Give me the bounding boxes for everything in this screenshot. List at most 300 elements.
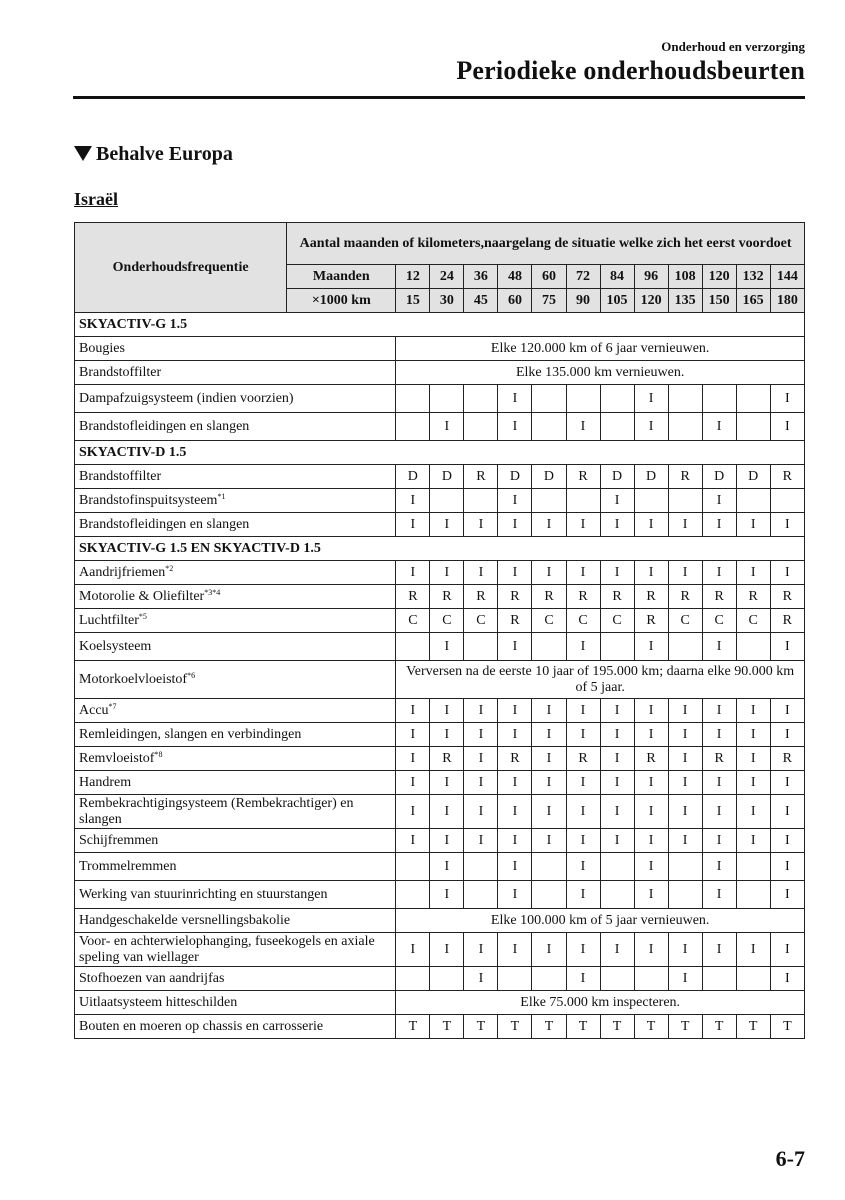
km-header: 120: [634, 289, 668, 313]
schedule-cell: [736, 967, 770, 991]
item-label-cell: [75, 771, 396, 795]
schedule-cell: T: [566, 1015, 600, 1039]
item-label: Schijfremmen: [79, 832, 159, 848]
schedule-cell: I: [566, 723, 600, 747]
item-label-cell: [75, 747, 396, 771]
schedule-cell: I: [634, 513, 668, 537]
item-label-cell: [75, 609, 396, 633]
km-header: 75: [532, 289, 566, 313]
schedule-cell: I: [464, 795, 498, 829]
schedule-cell: [464, 853, 498, 881]
item-label: Remleidingen, slangen en verbindingen: [79, 726, 302, 742]
item-label: Brandstofleidingen en slangen: [79, 516, 250, 532]
schedule-cell: [600, 853, 634, 881]
item-label: Uitlaatsysteem hitteschilden: [79, 994, 238, 1010]
schedule-cell: I: [600, 513, 634, 537]
schedule-cell: I: [396, 561, 430, 585]
schedule-cell: [566, 385, 600, 413]
schedule-cell: R: [634, 609, 668, 633]
schedule-cell: R: [566, 465, 600, 489]
footnote-marker: *6: [187, 670, 196, 680]
schedule-cell: T: [702, 1015, 736, 1039]
schedule-cell: I: [668, 513, 702, 537]
schedule-cell: I: [600, 771, 634, 795]
table-row: [75, 723, 805, 747]
schedule-cell: R: [770, 747, 804, 771]
schedule-cell: R: [770, 585, 804, 609]
item-label-cell: [75, 723, 396, 747]
schedule-cell: D: [396, 465, 430, 489]
schedule-cell: I: [736, 723, 770, 747]
month-header: 12: [396, 265, 430, 289]
schedule-cell: I: [702, 633, 736, 661]
schedule-cell: I: [430, 933, 464, 967]
schedule-cell: I: [736, 771, 770, 795]
schedule-cell: I: [668, 829, 702, 853]
footnote-marker: *1: [217, 491, 226, 501]
schedule-cell: [736, 633, 770, 661]
item-label-cell: [75, 561, 396, 585]
schedule-cell: I: [532, 829, 566, 853]
item-label-cell: [75, 967, 396, 991]
interval-note: Elke 135.000 km vernieuwen.: [396, 361, 805, 385]
table-row: [75, 991, 805, 1015]
schedule-cell: I: [770, 385, 804, 413]
schedule-cell: I: [464, 771, 498, 795]
table-row: [75, 513, 805, 537]
subsection-heading: [74, 143, 233, 166]
region-heading: Israël: [74, 189, 118, 209]
schedule-cell: [600, 633, 634, 661]
interval-note: Verversen na de eerste 10 jaar of 195.000 km; daarna elke 90.000 km of 5 jaar.: [396, 661, 805, 699]
schedule-cell: I: [702, 489, 736, 513]
schedule-cell: I: [702, 933, 736, 967]
schedule-cell: I: [498, 829, 532, 853]
schedule-cell: I: [498, 723, 532, 747]
item-label: Accu: [79, 702, 109, 718]
schedule-cell: [668, 413, 702, 441]
schedule-cell: [396, 413, 430, 441]
month-header: 84: [600, 265, 634, 289]
schedule-cell: I: [668, 795, 702, 829]
month-header: 60: [532, 265, 566, 289]
interval-note: Elke 75.000 km inspecteren.: [396, 991, 805, 1015]
schedule-cell: [736, 881, 770, 909]
schedule-cell: [532, 633, 566, 661]
schedule-cell: I: [702, 413, 736, 441]
item-label: Brandstofleidingen en slangen: [79, 418, 250, 434]
schedule-cell: R: [770, 465, 804, 489]
schedule-cell: R: [430, 747, 464, 771]
schedule-cell: I: [430, 881, 464, 909]
item-label: Motorkoelvloeistof: [79, 671, 188, 687]
item-label: Koelsysteem: [79, 638, 152, 654]
schedule-cell: R: [498, 585, 532, 609]
footnote-marker: *7: [108, 701, 117, 711]
schedule-cell: [702, 967, 736, 991]
schedule-cell: [532, 385, 566, 413]
schedule-cell: I: [566, 933, 600, 967]
schedule-cell: I: [430, 633, 464, 661]
schedule-cell: I: [702, 561, 736, 585]
item-label-cell: [75, 853, 396, 881]
table-section-row: [75, 537, 805, 561]
table-row: [75, 413, 805, 441]
schedule-cell: R: [770, 609, 804, 633]
schedule-cell: R: [634, 747, 668, 771]
schedule-cell: [464, 881, 498, 909]
schedule-cell: I: [634, 881, 668, 909]
header-rule: [73, 96, 805, 99]
schedule-cell: C: [430, 609, 464, 633]
schedule-cell: I: [498, 795, 532, 829]
schedule-cell: [498, 967, 532, 991]
table-row: [75, 361, 805, 385]
km-header: 90: [566, 289, 600, 313]
schedule-cell: [464, 633, 498, 661]
schedule-cell: C: [566, 609, 600, 633]
schedule-cell: I: [532, 933, 566, 967]
schedule-cell: [396, 967, 430, 991]
schedule-cell: I: [634, 933, 668, 967]
km-header: 135: [668, 289, 702, 313]
schedule-cell: I: [702, 829, 736, 853]
schedule-cell: R: [668, 585, 702, 609]
schedule-cell: I: [498, 933, 532, 967]
item-label-cell: [75, 385, 396, 413]
schedule-cell: I: [702, 723, 736, 747]
km-label: ×1000 km: [287, 289, 396, 313]
schedule-cell: I: [702, 513, 736, 537]
schedule-cell: I: [396, 723, 430, 747]
schedule-cell: R: [566, 747, 600, 771]
schedule-cell: I: [464, 723, 498, 747]
schedule-cell: I: [566, 413, 600, 441]
schedule-cell: I: [634, 795, 668, 829]
table-row: [75, 489, 805, 513]
schedule-cell: R: [396, 585, 430, 609]
schedule-cell: I: [396, 513, 430, 537]
interval-note: Elke 120.000 km of 6 jaar vernieuwen.: [396, 337, 805, 361]
item-label: Motorolie & Oliefilter: [79, 588, 205, 604]
schedule-cell: [600, 413, 634, 441]
schedule-cell: I: [430, 829, 464, 853]
schedule-cell: I: [532, 795, 566, 829]
schedule-cell: I: [464, 561, 498, 585]
item-label: Handrem: [79, 774, 132, 790]
schedule-cell: I: [464, 747, 498, 771]
schedule-cell: [668, 489, 702, 513]
months-label: Maanden: [287, 265, 396, 289]
schedule-cell: I: [668, 561, 702, 585]
table-row: [75, 795, 805, 829]
schedule-cell: I: [634, 633, 668, 661]
table-row: [75, 699, 805, 723]
month-header: 24: [430, 265, 464, 289]
km-header: 15: [396, 289, 430, 313]
schedule-cell: C: [464, 609, 498, 633]
table-row: [75, 881, 805, 909]
schedule-cell: I: [736, 829, 770, 853]
schedule-cell: I: [532, 771, 566, 795]
schedule-cell: I: [634, 853, 668, 881]
interval-header: Aantal maanden of kilometers,naargelang de situatie welke zich het eerst voordoet: [287, 223, 805, 265]
schedule-cell: R: [498, 609, 532, 633]
schedule-cell: I: [736, 699, 770, 723]
schedule-cell: R: [600, 585, 634, 609]
schedule-cell: I: [566, 561, 600, 585]
item-label-cell: [75, 361, 396, 385]
item-label: Rembekrachtigingsysteem (Rembekrachtiger) en slangen: [79, 795, 354, 827]
schedule-cell: I: [498, 513, 532, 537]
item-label: Remvloeistof: [79, 750, 155, 766]
item-label-cell: [75, 699, 396, 723]
item-label: Brandstofinspuitsysteem: [79, 492, 218, 508]
table-row: [75, 853, 805, 881]
schedule-cell: R: [430, 585, 464, 609]
schedule-cell: I: [464, 829, 498, 853]
schedule-cell: I: [396, 771, 430, 795]
table-row: [75, 465, 805, 489]
schedule-cell: R: [634, 585, 668, 609]
schedule-cell: I: [770, 561, 804, 585]
section-label: Onderhoud en verzorging: [661, 39, 805, 54]
schedule-cell: I: [532, 561, 566, 585]
schedule-cell: I: [600, 489, 634, 513]
schedule-cell: I: [736, 561, 770, 585]
schedule-cell: [770, 489, 804, 513]
table-row: [75, 747, 805, 771]
schedule-cell: R: [464, 585, 498, 609]
frequency-header: Onderhoudsfrequentie: [75, 223, 287, 313]
schedule-cell: I: [634, 723, 668, 747]
schedule-cell: I: [498, 561, 532, 585]
schedule-cell: I: [600, 723, 634, 747]
schedule-cell: I: [566, 795, 600, 829]
subsection-title: Behalve Europa: [96, 143, 233, 165]
schedule-cell: [430, 385, 464, 413]
footnote-marker: *3*4: [204, 587, 221, 597]
schedule-cell: I: [668, 699, 702, 723]
schedule-cell: D: [430, 465, 464, 489]
item-label: Luchtfilter: [79, 612, 139, 628]
schedule-cell: I: [736, 513, 770, 537]
schedule-cell: [396, 633, 430, 661]
page-number: 6-7: [775, 1146, 805, 1171]
schedule-cell: I: [600, 699, 634, 723]
month-header: 36: [464, 265, 498, 289]
table-row: [75, 1015, 805, 1039]
schedule-cell: I: [430, 413, 464, 441]
item-label-cell: [75, 829, 396, 853]
schedule-cell: I: [770, 881, 804, 909]
table-row: [75, 829, 805, 853]
item-label-cell: [75, 585, 396, 609]
item-label-cell: [75, 933, 396, 967]
item-label-cell: [75, 909, 396, 933]
schedule-cell: I: [566, 853, 600, 881]
item-label-cell: [75, 513, 396, 537]
schedule-cell: I: [464, 513, 498, 537]
schedule-cell: R: [702, 747, 736, 771]
schedule-cell: I: [430, 561, 464, 585]
schedule-cell: [532, 881, 566, 909]
schedule-cell: I: [464, 699, 498, 723]
schedule-cell: I: [600, 829, 634, 853]
item-label: Stofhoezen van aandrijfas: [79, 970, 225, 986]
schedule-cell: R: [498, 747, 532, 771]
item-label-cell: [75, 991, 396, 1015]
schedule-cell: I: [770, 513, 804, 537]
schedule-cell: I: [702, 771, 736, 795]
schedule-cell: I: [566, 881, 600, 909]
schedule-cell: R: [532, 585, 566, 609]
km-header: 105: [600, 289, 634, 313]
schedule-cell: I: [770, 853, 804, 881]
month-header: 48: [498, 265, 532, 289]
schedule-cell: I: [702, 881, 736, 909]
schedule-cell: I: [634, 561, 668, 585]
month-header: 132: [736, 265, 770, 289]
schedule-cell: D: [498, 465, 532, 489]
maintenance-schedule-table: [74, 222, 805, 1039]
item-label: Bougies: [79, 340, 125, 356]
footnote-marker: *8: [154, 749, 163, 759]
schedule-cell: I: [532, 723, 566, 747]
schedule-cell: I: [736, 933, 770, 967]
schedule-cell: C: [668, 609, 702, 633]
month-header: 120: [702, 265, 736, 289]
schedule-cell: I: [396, 699, 430, 723]
schedule-cell: I: [770, 413, 804, 441]
schedule-cell: [668, 881, 702, 909]
schedule-cell: I: [396, 933, 430, 967]
schedule-cell: [532, 489, 566, 513]
schedule-cell: I: [702, 795, 736, 829]
schedule-cell: I: [634, 699, 668, 723]
schedule-cell: T: [532, 1015, 566, 1039]
item-label: Handgeschakelde versnellingsbakolie: [79, 912, 291, 928]
item-label-cell: [75, 661, 396, 699]
schedule-cell: I: [464, 933, 498, 967]
month-header: 108: [668, 265, 702, 289]
table-row: [75, 609, 805, 633]
footnote-marker: *5: [138, 611, 147, 621]
schedule-cell: I: [770, 771, 804, 795]
table-row: [75, 633, 805, 661]
item-label-cell: [75, 465, 396, 489]
schedule-cell: I: [770, 699, 804, 723]
schedule-cell: C: [702, 609, 736, 633]
table-section-row: [75, 313, 805, 337]
schedule-cell: [736, 413, 770, 441]
schedule-cell: I: [396, 795, 430, 829]
schedule-cell: I: [770, 723, 804, 747]
schedule-cell: I: [668, 771, 702, 795]
schedule-cell: I: [770, 633, 804, 661]
schedule-cell: [430, 967, 464, 991]
schedule-cell: I: [736, 795, 770, 829]
schedule-cell: C: [600, 609, 634, 633]
item-label: Brandstoffilter: [79, 364, 162, 380]
item-label-cell: [75, 337, 396, 361]
schedule-cell: D: [634, 465, 668, 489]
item-label-cell: [75, 795, 396, 829]
schedule-cell: [600, 881, 634, 909]
schedule-cell: I: [430, 513, 464, 537]
schedule-cell: I: [566, 771, 600, 795]
schedule-cell: I: [702, 699, 736, 723]
triangle-down-icon: [74, 146, 92, 161]
schedule-cell: I: [566, 633, 600, 661]
schedule-cell: [430, 489, 464, 513]
item-label-cell: [75, 1015, 396, 1039]
table-row: [75, 661, 805, 699]
schedule-cell: I: [634, 413, 668, 441]
schedule-cell: I: [600, 795, 634, 829]
schedule-cell: I: [566, 699, 600, 723]
item-label-cell: [75, 413, 396, 441]
schedule-cell: I: [396, 829, 430, 853]
schedule-cell: I: [634, 385, 668, 413]
schedule-cell: [396, 385, 430, 413]
schedule-cell: I: [770, 795, 804, 829]
schedule-cell: [396, 881, 430, 909]
schedule-cell: I: [532, 747, 566, 771]
schedule-cell: I: [498, 413, 532, 441]
schedule-cell: I: [702, 853, 736, 881]
schedule-cell: [566, 489, 600, 513]
table-row: [75, 585, 805, 609]
schedule-cell: T: [736, 1015, 770, 1039]
item-label: Trommelremmen: [79, 858, 177, 874]
schedule-cell: R: [566, 585, 600, 609]
schedule-cell: [600, 385, 634, 413]
schedule-cell: [532, 853, 566, 881]
section-title: SKYACTIV-G 1.5: [75, 313, 805, 337]
schedule-cell: T: [498, 1015, 532, 1039]
schedule-cell: [668, 633, 702, 661]
schedule-cell: I: [498, 881, 532, 909]
schedule-cell: C: [396, 609, 430, 633]
schedule-cell: R: [668, 465, 702, 489]
schedule-cell: C: [736, 609, 770, 633]
table-row: [75, 967, 805, 991]
month-header: 72: [566, 265, 600, 289]
schedule-cell: I: [634, 771, 668, 795]
schedule-cell: I: [600, 933, 634, 967]
km-header: 180: [770, 289, 804, 313]
schedule-cell: I: [668, 747, 702, 771]
schedule-cell: [464, 489, 498, 513]
schedule-cell: I: [634, 829, 668, 853]
schedule-cell: I: [668, 967, 702, 991]
item-label: Bouten en moeren op chassis en carrosserie: [79, 1018, 324, 1034]
item-label-cell: [75, 633, 396, 661]
schedule-cell: I: [566, 829, 600, 853]
schedule-cell: [736, 385, 770, 413]
schedule-cell: D: [702, 465, 736, 489]
schedule-cell: I: [566, 967, 600, 991]
km-header: 45: [464, 289, 498, 313]
schedule-cell: I: [430, 853, 464, 881]
schedule-cell: I: [498, 633, 532, 661]
interval-note: Elke 100.000 km of 5 jaar vernieuwen.: [396, 909, 805, 933]
schedule-cell: I: [770, 829, 804, 853]
schedule-cell: [634, 489, 668, 513]
schedule-cell: [600, 967, 634, 991]
schedule-cell: R: [702, 585, 736, 609]
